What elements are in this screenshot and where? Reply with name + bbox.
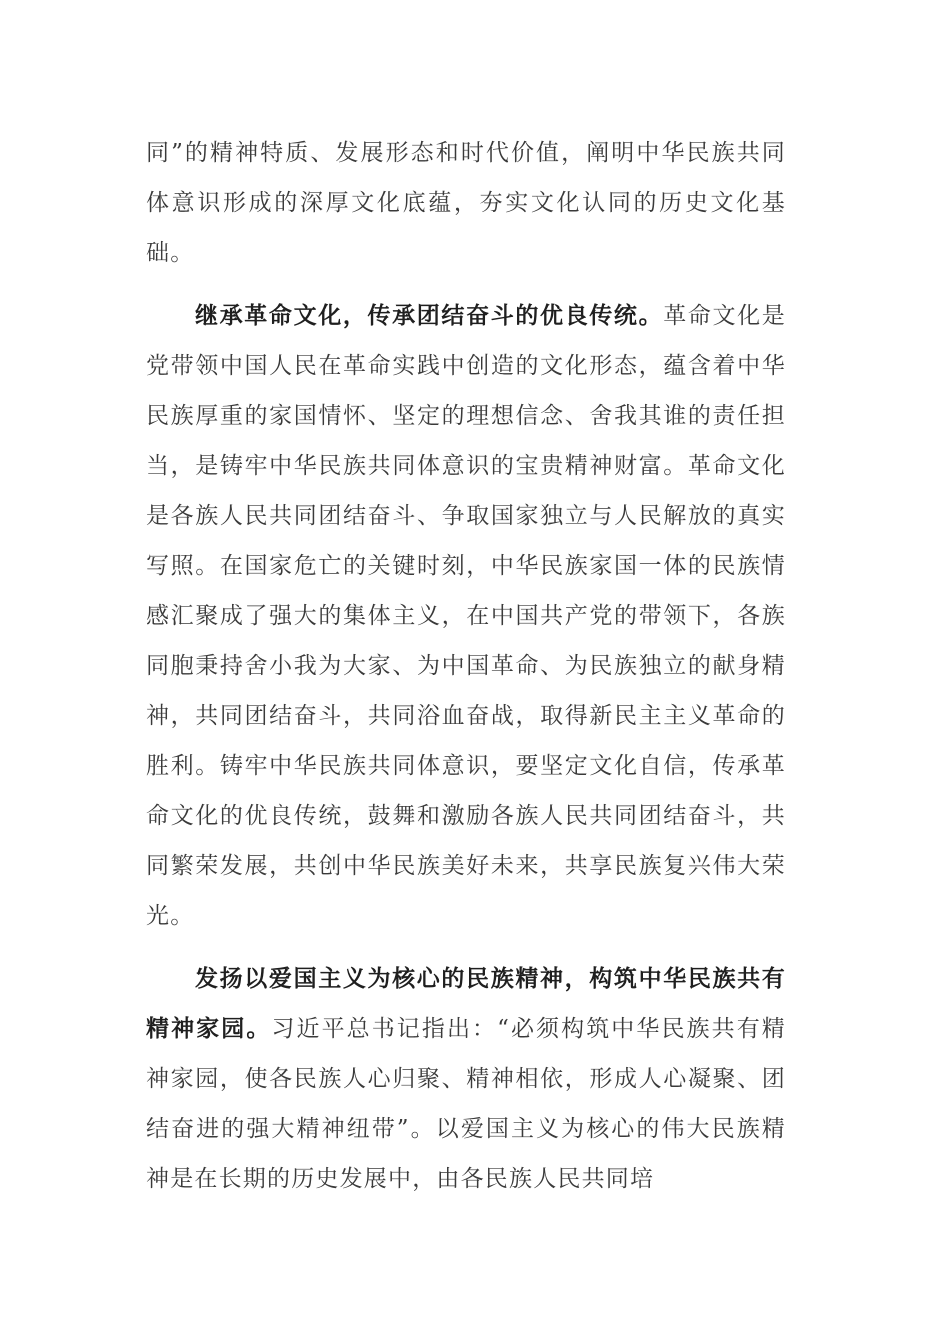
paragraph-lead-heading: 继承革命文化，传承团结奋斗的优良传统。 xyxy=(195,302,664,329)
paragraph-text: 革命文化是党带领中国人民在革命实践中创造的文化形态，蕴含着中华民族厚重的家国情怀、坚定的理想信念、舍我其谁的责任担当，是铸牢中华民族共同体意识的宝贵精神财富。革命文化是各族人民共同团结奋斗、争取国家独立与人民解放的真实写照。在国家危亡的关键时刻，中华民族家国一体的民族情感汇聚成了强大的集体主义，在中国共产党的带领下，各族同胞秉持舍小我为大家、为中国革命、为民族独立的献身精神，共同团结奋斗，共同浴血奋战，取得新民主主义革命的胜利。铸牢中华民族共同体意识，要坚定文化自信，传承革命文化的优良传统，鼓舞和激励各族人民共同团结奋斗，共同繁荣发展，共创中华民族美好未来，共享民族复兴伟大荣光。 xyxy=(146,303,786,929)
paragraph-text: 同”的精神特质、发展形态和时代价值，阐明中华民族共同体意识形成的深厚文化底蕴，夯实文化认同的历史文化基础。 xyxy=(146,140,786,266)
document-body xyxy=(146,128,786,1204)
paragraph-continuation xyxy=(146,128,786,278)
paragraph-revolutionary-culture xyxy=(146,291,786,941)
paragraph-lead-heading: 发扬以爱国主义为核心的民族精神，构筑中华民族共有精神家园。 xyxy=(146,965,786,1042)
paragraph-national-spirit xyxy=(146,954,786,1204)
paragraph-text: 习近平总书记指出：“必须构筑中华民族共有精神家园，使各民族人心归聚、精神相依，形成人心凝聚、团结奋进的强大精神纽带”。以爱国主义为核心的伟大民族精神是在长期的历史发展中，由各民族人民共同培 xyxy=(146,1016,786,1192)
